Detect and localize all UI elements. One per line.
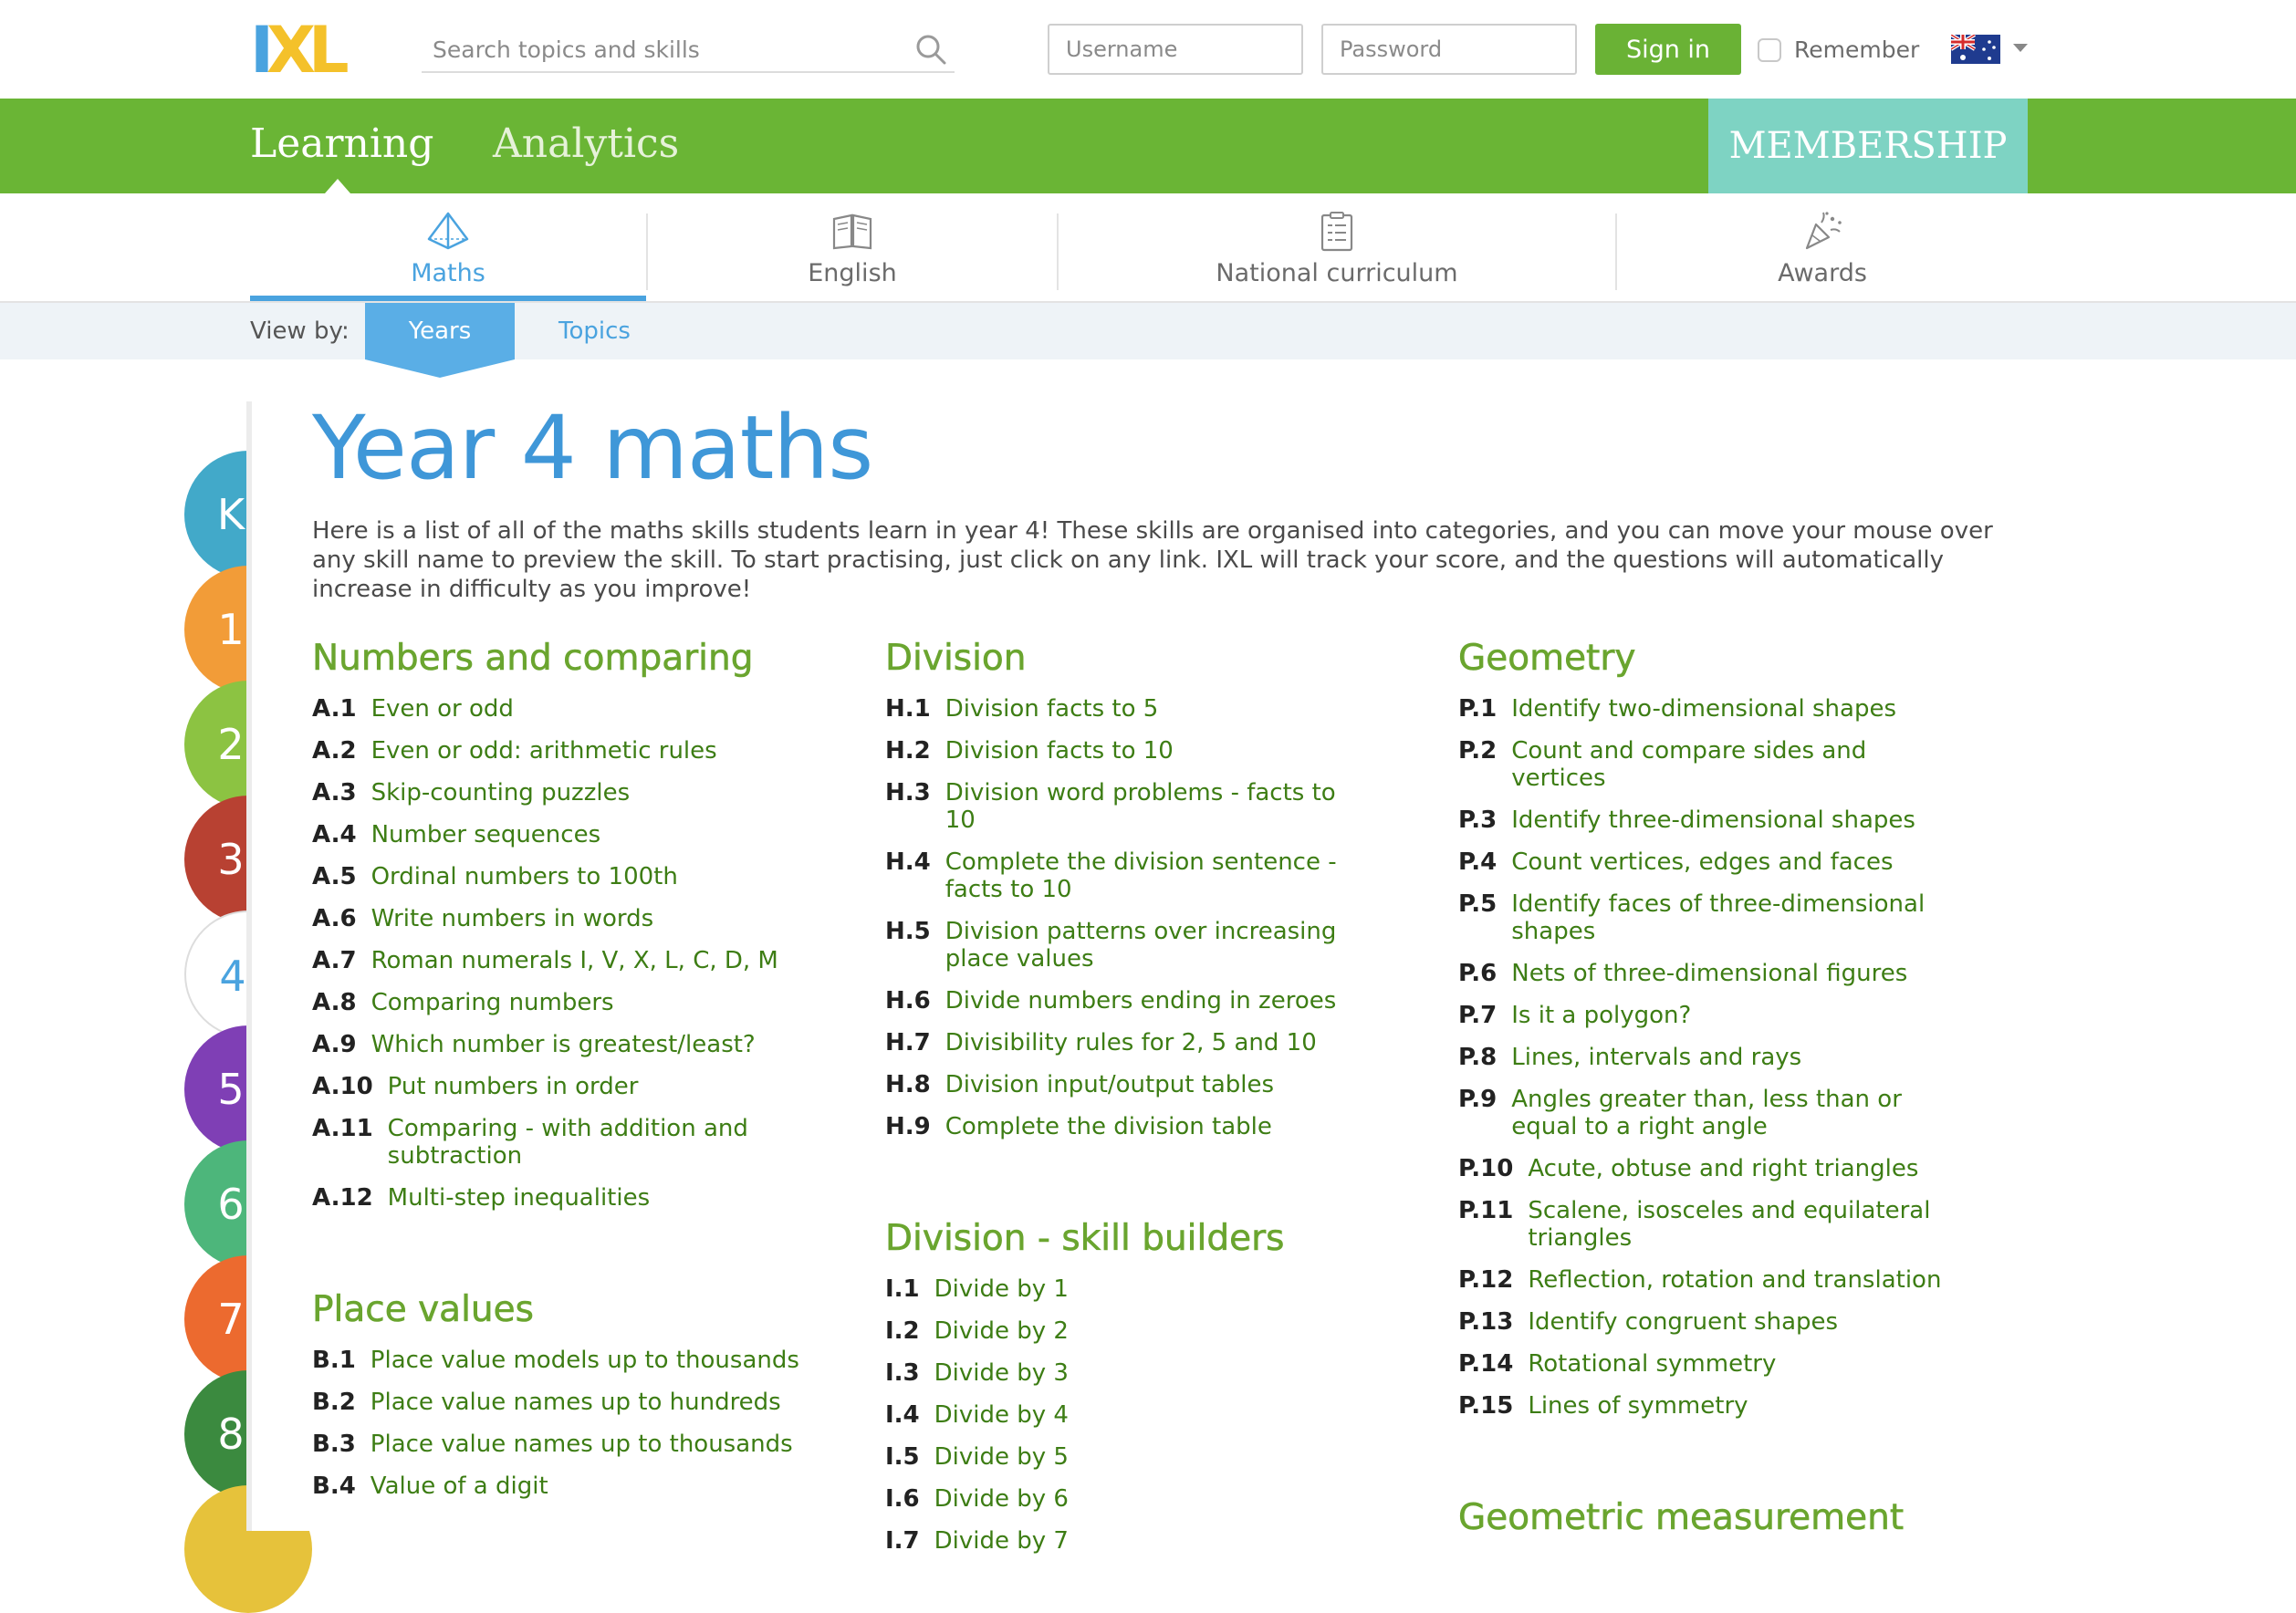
party-popper-icon (1800, 210, 1845, 252)
sidebar-edge (246, 401, 252, 1531)
active-tab-underline (250, 296, 646, 301)
skill-item[interactable]: B.4 Value of a digit (312, 1473, 548, 1500)
skill-item[interactable]: P.7 Is it a polygon? (1458, 1002, 1692, 1029)
skill-item[interactable]: A.6 Write numbers in words (312, 905, 654, 932)
logo-letter-l: L (308, 13, 342, 88)
skill-item[interactable]: H.4 Complete the division sentence - facts to 10 (885, 848, 1337, 903)
skill-item[interactable]: H.1 Division facts to 5 (885, 695, 1159, 723)
search-bar (422, 27, 955, 73)
skill-item[interactable]: I.3 Divide by 3 (885, 1359, 1069, 1387)
skill-item[interactable]: P.11 Scalene, isosceles and equilateral triangles (1458, 1197, 1931, 1252)
skill-item[interactable]: A.9 Which number is greatest/least? (312, 1031, 756, 1058)
intro-text: Here is a list of all of the maths skills students learn in year 4! These skills are organised into categories, and you can move your mouse over any skill name to preview the skill. To start practising, just click on any link. IXL will track your score, and the questions will automatically increase in difficulty as you improve! (312, 517, 1993, 603)
category-division-title: Division (885, 638, 1027, 679)
year-level-5[interactable]: 5 (184, 1025, 312, 1153)
skill-item[interactable]: P.9 Angles greater than, less than or equal to a right angle (1458, 1086, 1902, 1140)
search-icon[interactable] (914, 33, 947, 66)
category-numbers-list (312, 695, 823, 1212)
years-tab-pointer (365, 359, 515, 378)
clipboard-icon (1314, 210, 1360, 252)
year-level-1[interactable]: 1 (184, 566, 312, 693)
skill-item[interactable]: A.8 Comparing numbers (312, 989, 614, 1016)
tab-maths-label: Maths (411, 259, 485, 287)
australia-flag-icon[interactable] (1951, 35, 2000, 64)
top-bar (0, 0, 2296, 99)
category-geometry-list (1458, 695, 1951, 1420)
skill-item[interactable]: P.3 Identify three-dimensional shapes (1458, 806, 1915, 834)
skill-item[interactable]: P.2 Count and compare sides and vertices (1458, 737, 1867, 792)
view-by-years-tab[interactable]: Years (365, 303, 515, 359)
membership-button[interactable]: MEMBERSHIP (1708, 99, 2028, 193)
skill-item[interactable]: I.6 Divide by 6 (885, 1485, 1069, 1513)
logo-letter-i: I (250, 13, 267, 88)
skill-item[interactable]: P.12 Reflection, rotation and translation (1458, 1266, 1942, 1294)
sign-in-button[interactable]: Sign in (1595, 24, 1741, 75)
chevron-down-icon[interactable] (2013, 44, 2028, 52)
skill-item[interactable]: I.1 Divide by 1 (885, 1275, 1069, 1303)
logo-letter-x: X (266, 13, 309, 88)
year-level-k[interactable]: K (184, 451, 312, 578)
skill-item[interactable]: H.7 Divisibility rules for 2, 5 and 10 (885, 1029, 1317, 1056)
nav-tab-analytics[interactable]: Analytics (493, 120, 680, 167)
subject-tabs (0, 193, 2296, 303)
view-by-bar (0, 303, 2296, 359)
category-gap (312, 1226, 823, 1286)
view-by-topics-tab[interactable]: Topics (558, 317, 631, 345)
category-division-builders-list (885, 1275, 1369, 1555)
skills-column-2 (885, 635, 1369, 1569)
tab-maths[interactable] (250, 210, 646, 287)
skill-item[interactable]: H.2 Division facts to 10 (885, 737, 1174, 765)
year-level-2[interactable]: 2 (184, 681, 312, 808)
category-gap (885, 1155, 1369, 1215)
skill-item[interactable]: A.5 Ordinal numbers to 100th (312, 863, 678, 890)
username-field-wrapper (1048, 24, 1303, 75)
tab-curriculum-label: National curriculum (1216, 259, 1458, 287)
year-level-7[interactable]: 7 (184, 1255, 312, 1383)
remember-option[interactable] (1758, 36, 1919, 63)
skill-item[interactable]: H.8 Division input/output tables (885, 1071, 1275, 1098)
skills-column-3 (1458, 635, 1951, 1555)
category-numbers-title: Numbers and comparing (312, 638, 754, 679)
skill-item[interactable]: B.2 Place value names up to hundreds (312, 1389, 781, 1416)
year-level-8[interactable]: 8 (184, 1370, 312, 1498)
year-level-6[interactable]: 6 (184, 1140, 312, 1268)
tab-english-label: English (808, 259, 897, 287)
tab-awards-label: Awards (1778, 259, 1867, 287)
skill-item[interactable]: I.7 Divide by 7 (885, 1527, 1069, 1555)
skill-item[interactable]: A.11 Comparing - with addition and subtraction (312, 1115, 748, 1170)
skill-item[interactable]: H.6 Divide numbers ending in zeroes (885, 987, 1337, 1015)
skill-item[interactable]: H.5 Division patterns over increasing place values (885, 918, 1337, 973)
category-place-values-list (312, 1347, 823, 1500)
view-by-label: View by: (250, 317, 350, 345)
page-title: Year 4 maths (312, 397, 873, 499)
category-gap (1458, 1434, 1951, 1494)
skill-item[interactable]: P.10 Acute, obtuse and right triangles (1458, 1155, 1919, 1182)
password-field[interactable] (1323, 26, 1575, 73)
skill-item[interactable]: I.4 Divide by 4 (885, 1401, 1069, 1429)
search-input[interactable] (422, 27, 909, 71)
skills-column-1 (312, 635, 823, 1514)
category-division-builders-title: Division - skill builders (885, 1218, 1285, 1259)
skill-item[interactable]: A.10 Put numbers in order (312, 1073, 639, 1100)
skill-item[interactable]: A.1 Even or odd (312, 695, 514, 723)
book-icon (830, 210, 875, 252)
skill-item[interactable]: B.1 Place value models up to thousands (312, 1347, 799, 1374)
password-field-wrapper (1321, 24, 1577, 75)
skill-item[interactable]: P.6 Nets of three-dimensional figures (1458, 960, 1908, 987)
category-geometry-title: Geometry (1458, 638, 1636, 679)
skill-item[interactable]: P.14 Rotational symmetry (1458, 1350, 1777, 1378)
nav-active-pointer (325, 179, 350, 193)
category-place-values-title: Place values (312, 1289, 534, 1330)
skill-item[interactable]: A.7 Roman numerals I, V, X, L, C, D, M (312, 947, 778, 974)
skill-item[interactable]: P.15 Lines of symmetry (1458, 1392, 1748, 1420)
tab-national-curriculum[interactable] (1059, 210, 1615, 287)
year-level-3[interactable]: 3 (184, 796, 312, 923)
skill-item[interactable]: A.4 Number sequences (312, 821, 601, 848)
skill-item[interactable]: P.1 Identify two-dimensional shapes (1458, 695, 1897, 723)
skill-item[interactable]: A.2 Even or odd: arithmetic rules (312, 737, 717, 765)
tab-awards[interactable] (1617, 210, 2028, 287)
ixl-logo[interactable] (250, 13, 394, 88)
nav-tab-learning[interactable]: Learning (250, 120, 434, 167)
pyramid-icon (425, 210, 471, 252)
skill-item[interactable]: P.8 Lines, intervals and rays (1458, 1044, 1802, 1071)
remember-label: Remember (1794, 36, 1920, 63)
skill-item[interactable]: A.3 Skip-counting puzzles (312, 779, 631, 806)
category-geometric-measurement-title: Geometric measurement (1458, 1497, 1905, 1538)
skill-item[interactable]: B.3 Place value names up to thousands (312, 1431, 793, 1458)
category-division-list (885, 695, 1369, 1140)
skill-item[interactable]: H.9 Complete the division table (885, 1113, 1272, 1140)
skill-item[interactable]: I.2 Divide by 2 (885, 1317, 1069, 1345)
main-nav (0, 99, 2296, 193)
year-level-4[interactable]: 4 (184, 911, 312, 1038)
skill-item[interactable]: I.5 Divide by 5 (885, 1443, 1069, 1471)
skill-item[interactable]: P.13 Identify congruent shapes (1458, 1308, 1839, 1336)
username-field[interactable] (1049, 26, 1301, 73)
skill-item[interactable]: P.5 Identify faces of three-dimensional shapes (1458, 890, 1926, 945)
skill-item[interactable]: A.12 Multi-step inequalities (312, 1184, 651, 1212)
tab-english[interactable] (648, 210, 1057, 287)
remember-checkbox[interactable] (1758, 38, 1781, 62)
skill-item[interactable]: P.4 Count vertices, edges and faces (1458, 848, 1894, 876)
skill-item[interactable]: H.3 Division word problems - facts to 10 (885, 779, 1336, 834)
